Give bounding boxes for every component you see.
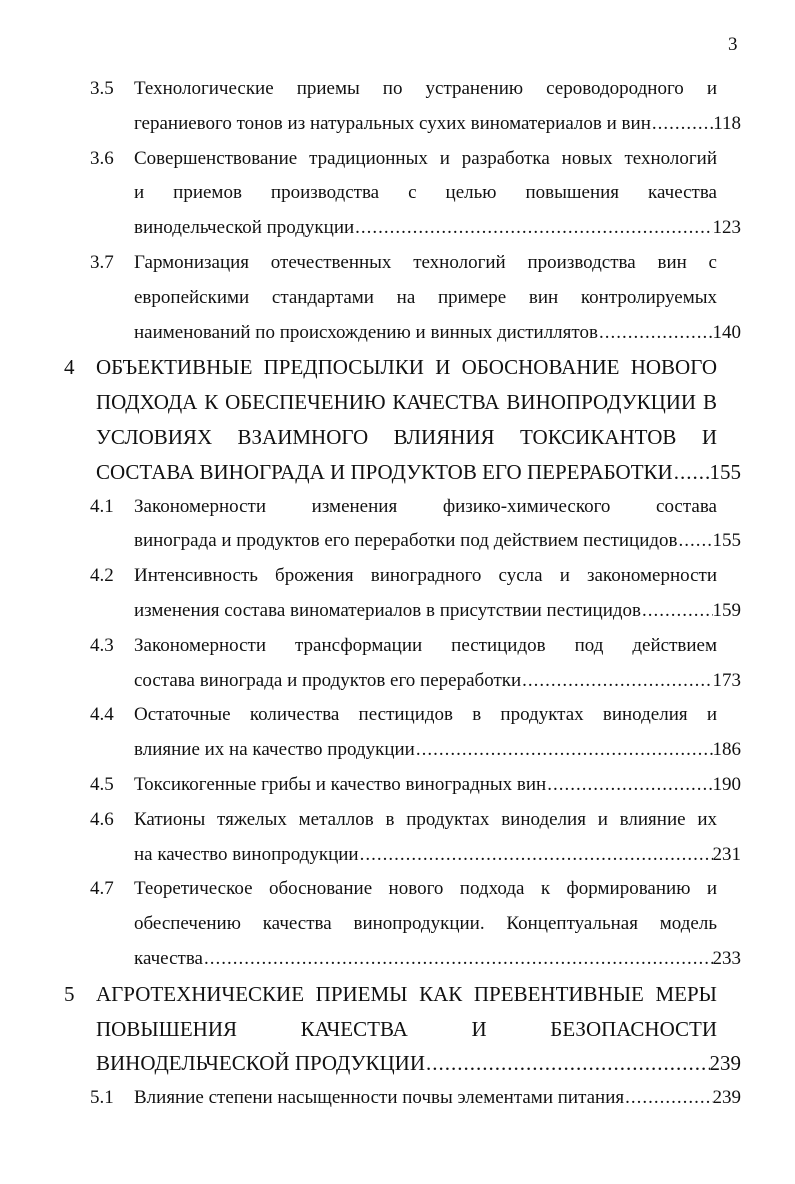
dot-leader (598, 316, 713, 350)
toc-entry-number: 5.1 (90, 1087, 114, 1109)
toc-entry-text-line: Совершенствование традиционных и разработка новых технологий (134, 147, 717, 169)
toc-entry-title: влияние их на качество продукции (134, 739, 415, 761)
toc-entry-link[interactable] (96, 455, 741, 489)
toc-entry-text-line: Гармонизация отечественных технологий производства вин с (134, 252, 717, 273)
dot-leader (521, 664, 712, 698)
toc-entry-text-line: УСЛОВИЯХ ВЗАИМНОГО ВЛИЯНИЯ ТОКСИКАНТОВ И (96, 425, 717, 449)
dot-leader (415, 733, 713, 767)
toc-entry-page: 186 (712, 739, 741, 761)
toc-entry-text-line: ПОВЫШЕНИЯ КАЧЕСТВА И БЕЗОПАСНОСТИ (96, 1016, 717, 1041)
toc-entry-title: гераниевого тонов из натуральных сухих виноматериалов и вин (134, 112, 651, 134)
toc-entry-text-line: АГРОТЕХНИЧЕСКИЕ ПРИЕМЫ КАК ПРЕВЕНТИВНЫЕ МЕРЫ (96, 981, 717, 1006)
toc-entry-number: 4.6 (90, 808, 114, 830)
toc-entry-title: СОСТАВА ВИНОГРАДА И ПРОДУКТОВ ЕГО ПЕРЕРАБОТКИ (96, 459, 673, 484)
dot-leader (624, 1081, 712, 1115)
toc-entry-page: 155 (709, 459, 741, 484)
toc-entry-number: 4.1 (90, 495, 114, 517)
toc-entry-title: ВИНОДЕЛЬЧЕСКОЙ ПРОДУКЦИИ (96, 1051, 426, 1076)
toc-entry-link[interactable] (134, 942, 741, 976)
toc-entry-text-line: и приемов производства с целью повышения качества (134, 182, 717, 204)
toc-entry-title: состава винограда и продуктов его переработки (134, 669, 522, 691)
toc-entry-number: 3.7 (90, 252, 114, 273)
page-number: 3 (728, 34, 738, 55)
toc-entry-page: 239 (709, 1051, 741, 1076)
toc-entry-number: 4.5 (90, 774, 114, 795)
toc-entry-page: 233 (712, 948, 741, 969)
toc-entry-text-line: ПОДХОДА К ОБЕСПЕЧЕНИЮ КАЧЕСТВА ВИНОПРОДУКЦИИ В (96, 390, 717, 415)
toc-entry-page: 123 (712, 217, 741, 239)
toc-entry-title: Токсикогенные грибы и качество виноградных вин (134, 774, 547, 795)
toc-entry-number: 5 (64, 981, 75, 1006)
toc-entry-text-line: Остаточные количества пестицидов в продуктах виноделия и (134, 704, 717, 726)
toc-entry-page: 173 (712, 669, 741, 691)
toc-entry-page: 231 (712, 843, 741, 865)
toc-entry-link[interactable] (134, 838, 741, 872)
dot-leader (651, 107, 713, 141)
toc-entry-link[interactable] (134, 524, 741, 558)
toc-entry-page: 140 (712, 321, 741, 343)
toc-entry-title: качества (134, 948, 203, 969)
dot-leader (203, 942, 713, 976)
toc-entry-title: на качество винопродукции (134, 843, 359, 865)
toc-entry-number: 4.3 (90, 634, 114, 656)
toc-entry-title: винодельческой продукции (134, 217, 355, 239)
toc-entry-link[interactable] (134, 664, 741, 698)
toc-entry-number: 3.6 (90, 147, 114, 169)
toc-entry-link[interactable] (134, 316, 741, 350)
toc-entry-link[interactable] (134, 594, 741, 628)
dot-leader (425, 1046, 709, 1080)
toc-entry-number: 3.5 (90, 78, 114, 99)
toc-entry-number: 4.7 (90, 878, 114, 900)
toc-entry-text-line: обеспечению качества винопродукции. Концептуальная модель (134, 913, 717, 935)
dot-leader (641, 594, 712, 628)
toc-entry-link[interactable] (134, 211, 741, 245)
toc-entry-number: 4 (64, 355, 75, 380)
toc-entry-page: 118 (713, 112, 741, 134)
dot-leader (546, 768, 712, 802)
dot-leader (678, 524, 713, 558)
toc-entry-title: наименований по происхождению и винных дистиллятов (134, 321, 598, 343)
toc-entry-title: Влияние степени насыщенности почвы элементами питания (134, 1087, 625, 1109)
toc-entry-text-line: европейскими стандартами на примере вин контролируемых (134, 286, 717, 308)
toc-entry-link[interactable] (134, 107, 741, 141)
toc-entry-text-line: Интенсивность брожения виноградного сусла и закономерности (134, 565, 717, 587)
toc-entry-text-line: ОБЪЕКТИВНЫЕ ПРЕДПОСЫЛКИ И ОБОСНОВАНИЕ НОВОГО (96, 355, 717, 380)
toc-entry-text-line: Закономерности трансформации пестицидов под действием (134, 634, 717, 656)
toc-entry-page: 190 (712, 774, 741, 795)
dot-leader (354, 211, 712, 245)
toc-entry-text-line: Технологические приемы по устранению сероводородного и (134, 78, 717, 99)
dot-leader (359, 838, 713, 872)
toc-entry-text-line: Закономерности изменения физико-химического состава (134, 495, 717, 517)
toc-entry-link[interactable] (134, 733, 741, 767)
toc-entry-title: винограда и продуктов его переработки под действием пестицидов (134, 530, 678, 552)
toc-entry-text-line: Теоретическое обоснование нового подхода к формированию и (134, 878, 717, 900)
toc-entry-page: 155 (712, 530, 741, 552)
toc-entry-number: 4.2 (90, 565, 114, 587)
toc-entry-page: 159 (712, 600, 741, 621)
toc-entry-text-line: Катионы тяжелых металлов в продуктах виноделия и влияние их (134, 808, 717, 830)
dot-leader (673, 455, 710, 489)
toc-entry-link[interactable] (96, 1046, 741, 1080)
toc-entry-page: 239 (712, 1087, 741, 1109)
toc-entry-link[interactable] (134, 1081, 741, 1115)
toc-entry-title: изменения состава виноматериалов в присутствии пестицидов (134, 600, 642, 621)
toc-entry-number: 4.4 (90, 704, 114, 726)
toc-entry-link[interactable] (134, 768, 741, 802)
